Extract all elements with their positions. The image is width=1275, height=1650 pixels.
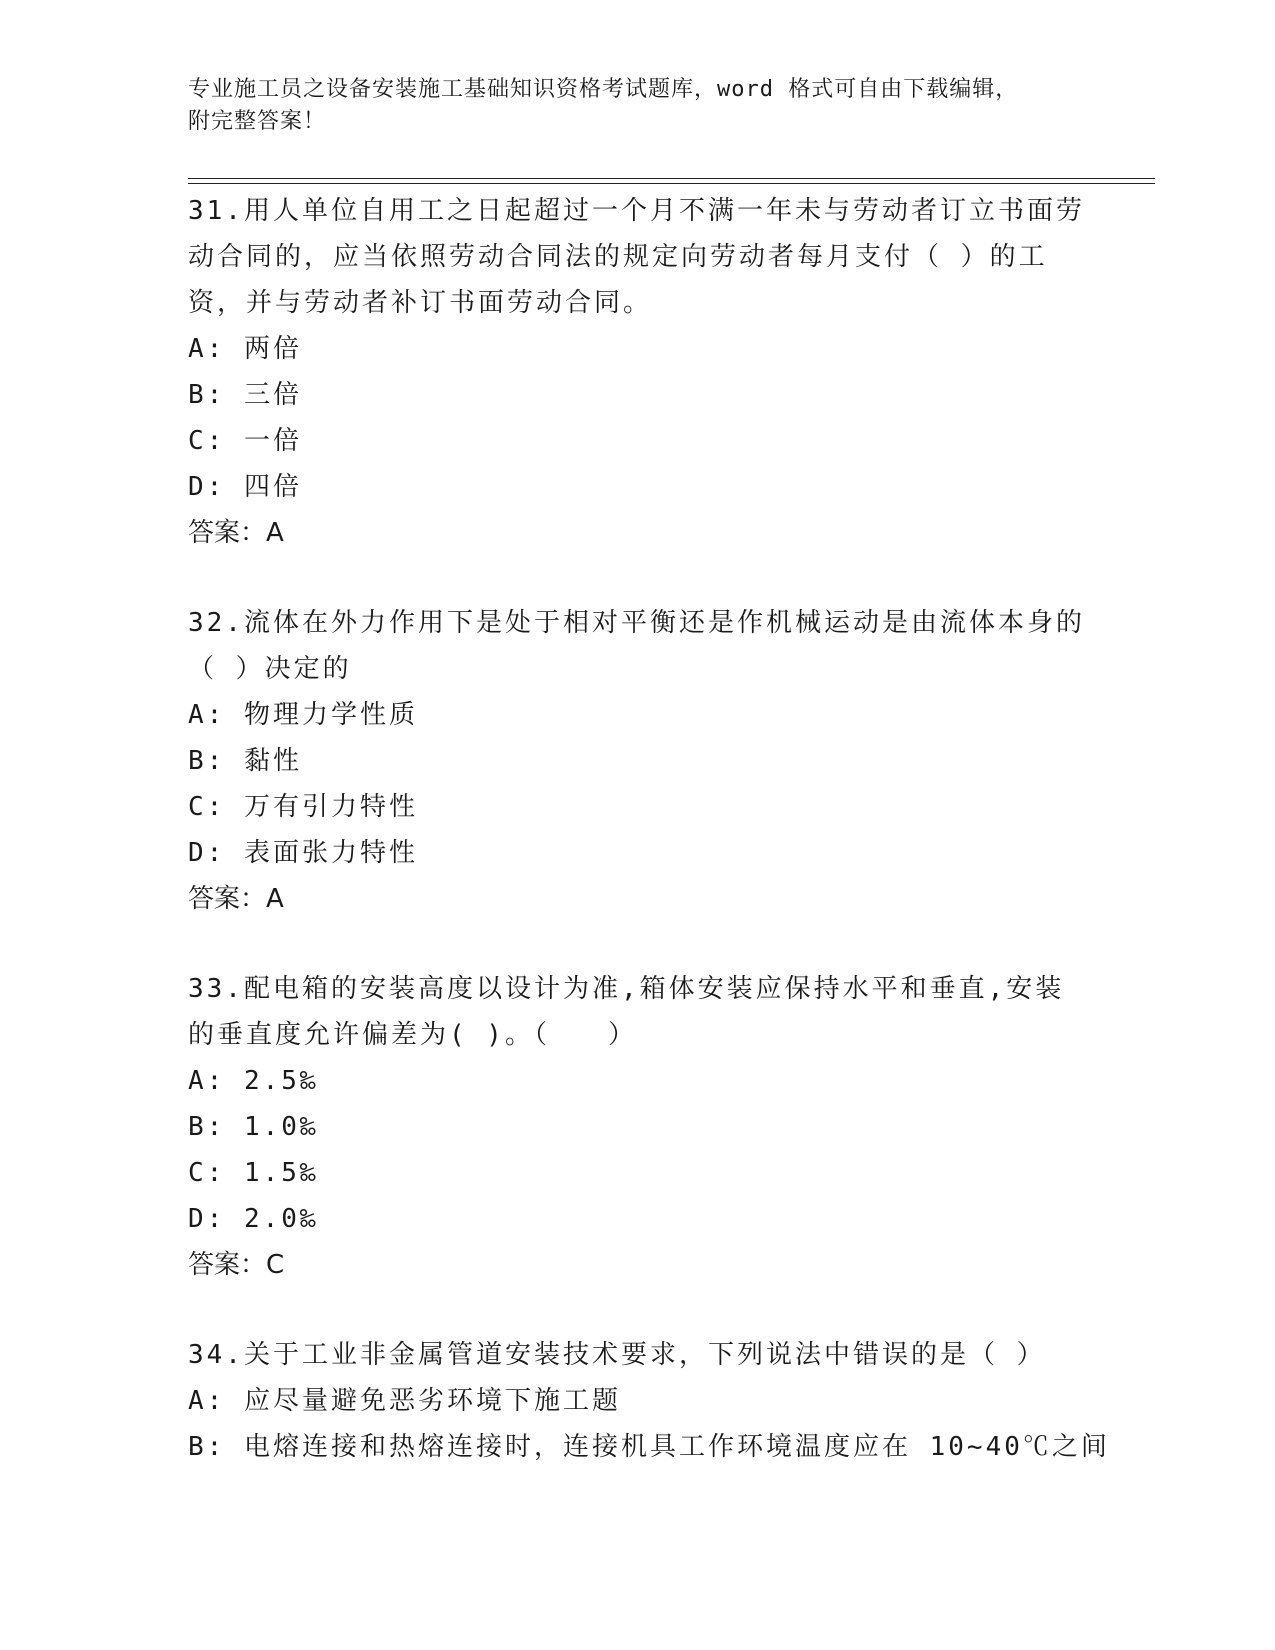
question-stem: 32.流体在外力作用下是处于相对平衡还是作机械运动是由流体本身的（ ）决定的 bbox=[188, 608, 1085, 684]
question-32 bbox=[188, 600, 1088, 922]
option-a: A: 应尽量避免恶劣环境下施工题 bbox=[188, 1386, 621, 1416]
header-line-1: 专业施工员之设备安装施工基础知识资格考试题库，word 格式可自由下载编辑， bbox=[188, 77, 1019, 102]
option-d: D: 表面张力特性 bbox=[188, 838, 418, 868]
question-stem: 31.用人单位自用工之日起超过一个月不满一年未与劳动者订立书面劳动合同的，应当依照劳动合同法的规定向劳动者每月支付（ ）的工资，并与劳动者补订书面劳动合同。 bbox=[188, 196, 1085, 318]
header-divider-bottom bbox=[188, 183, 1155, 184]
answer: 答案：A bbox=[188, 518, 284, 548]
option-d: D: 2.0‰ bbox=[188, 1204, 319, 1234]
question-33 bbox=[188, 966, 1088, 1288]
question-stem: 33.配电箱的安装高度以设计为准,箱体安装应保持水平和垂直,安装的垂直度允许偏差为( )。（ ） bbox=[188, 974, 1065, 1050]
option-b: B: 三倍 bbox=[188, 380, 302, 410]
option-d: D: 四倍 bbox=[188, 472, 302, 502]
answer: 答案：C bbox=[188, 1250, 285, 1280]
option-c: C: 万有引力特性 bbox=[188, 792, 418, 822]
question-list bbox=[188, 188, 1110, 1514]
option-b: B: 电熔连接和热熔连接时，连接机具工作环境温度应在 10~40℃之间 bbox=[188, 1432, 1110, 1462]
document-header bbox=[188, 74, 1088, 138]
option-a: A: 2.5‰ bbox=[188, 1066, 319, 1096]
option-c: C: 1.5‰ bbox=[188, 1158, 319, 1188]
question-31 bbox=[188, 188, 1088, 556]
option-b: B: 黏性 bbox=[188, 746, 302, 776]
question-34 bbox=[188, 1332, 1110, 1470]
header-divider-top bbox=[188, 178, 1155, 179]
option-a: A: 两倍 bbox=[188, 334, 302, 364]
header-line-2: 附完整答案！ bbox=[188, 109, 327, 134]
option-b: B: 1.0‰ bbox=[188, 1112, 319, 1142]
option-c: C: 一倍 bbox=[188, 426, 302, 456]
question-stem: 34.关于工业非金属管道安装技术要求，下列说法中错误的是（ ） bbox=[188, 1340, 1046, 1370]
option-a: A: 物理力学性质 bbox=[188, 700, 418, 730]
answer: 答案：A bbox=[188, 884, 284, 914]
